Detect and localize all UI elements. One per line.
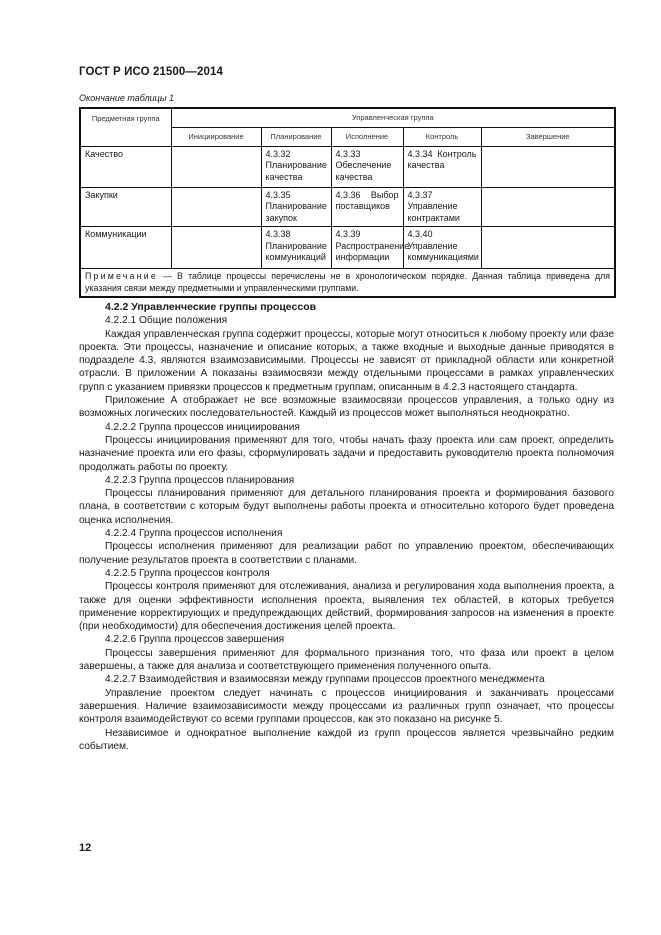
subsection-heading: 4.2.2.6 Группа процессов завершения (105, 634, 285, 646)
subsection-heading: 4.2.2.1 Общие положения (105, 315, 228, 327)
process-cell: 4.3.36 Выбор поставщиков (331, 187, 403, 227)
process-cell: 4.3.37 Управление контрактами (403, 187, 481, 227)
note-text: — В таблице процессы перечислены не в хронологическом порядке. Данная таблица приведена для указания связи между предметными и управленческими группами. (85, 271, 611, 293)
body-text (79, 301, 614, 753)
subject-group-header: Предметная группа (80, 108, 171, 146)
process-cell (171, 146, 261, 187)
process-cell: 4.3.39 Распространение информации (331, 227, 403, 269)
process-table (79, 107, 616, 298)
process-cell: 4.3.32 Планирование качества (261, 146, 331, 187)
subsection-heading: 4.2.2.3 Группа процессов планирования (105, 474, 295, 486)
paragraph: Управление проектом следует начинать с процессов инициирования и заканчивать процессами завершения. Наличие взаимозависимости между процессами из различных групп означает, что процессы контроля взаимодействуют со всеми группами процессов, как это показано на рисунке 5. (79, 687, 614, 726)
column-header: Инициирование (171, 128, 261, 147)
process-cell (481, 146, 615, 187)
subject-cell: Качество (80, 146, 171, 187)
process-cell: 4.3.33 Обеспечение качества (331, 146, 403, 187)
paragraph: Приложение А отображает не все возможные взаимосвязи процессов управления, а только одну из возможных логических последовательностей. Каждый из процессов может выполняться неоднократно. (79, 395, 614, 420)
note-label: Примечание (85, 271, 158, 281)
subject-cell: Коммуникации (80, 227, 171, 269)
table-row (80, 227, 615, 269)
subsection-heading: 4.2.2.4 Группа процессов исполнения (105, 528, 283, 540)
process-cell (171, 187, 261, 227)
subsection-heading: 4.2.2.2 Группа процессов инициирования (105, 421, 300, 433)
document-header-title: ГОСТ Р ИСО 21500—2014 (79, 66, 224, 78)
paragraph: Процессы завершения применяют для формального признания того, что фаза или проект в целом завершены, а также для анализа и соответствующего применения полученного опыта. (79, 647, 614, 673)
column-header: Завершение (481, 128, 615, 147)
table-caption: Окончание таблицы 1 (79, 93, 174, 103)
paragraph: Каждая управленческая группа содержит процессы, которые могут относиться к любому проекту или фазе проекта. Эти процессы, назначение и описание которых, а также входные и выходные данные приводятся в подразделе 4.3, являются взаимозависимыми. Процессы не зависят от прикладной области или конкретной отрасли. В приложении А показаны взаимосвязи между отдельными процессами в рамках управленческих групп с указанием привязки процессов к предметным группам, описанным в 4.2.3 настоящего стандарта. (79, 328, 614, 393)
management-group-header: Управленческая группа (171, 108, 615, 128)
subject-cell: Закупки (80, 187, 171, 227)
process-cell (481, 187, 615, 227)
column-header: Исполнение (331, 128, 403, 147)
subsection-heading: 4.2.2.5 Группа процессов контроля (105, 567, 270, 579)
column-header: Планирование (261, 128, 331, 147)
page-number: 12 (79, 842, 92, 854)
paragraph: Процессы исполнения применяют для реализации работ по управлению проектом, обеспечивающих получение результатов проекта в соответствии с планами. (79, 541, 614, 566)
process-cell: 4.3.40 Управление коммуникациями (403, 227, 481, 269)
subsection-heading: 4.2.2.7 Взаимодействия и взаимосвязи между группами процессов проектного менеджмента (105, 674, 545, 686)
table-header-row (80, 108, 615, 128)
table-note-row (80, 269, 615, 298)
table-row (80, 146, 615, 187)
table-row (80, 187, 615, 227)
paragraph: Процессы инициирования применяют для того, чтобы начать фазу проекта или сам проект, определить назначение проекта или его фазы, сформулировать задачи и предоставить руководителю проекта полномочия продолжать работы по проекту. (79, 434, 614, 473)
table-note (80, 269, 615, 298)
process-cell (481, 227, 615, 269)
process-cell: 4.3.38 Планирование коммуникаций (261, 227, 331, 269)
section-heading: 4.2.2 Управленческие группы процессов (105, 301, 317, 313)
process-cell: 4.3.35 Планирование закупок (261, 187, 331, 227)
column-header: Контроль (403, 128, 481, 147)
process-cell: 4.3.34 Контроль качества (403, 146, 481, 187)
paragraph: Процессы контроля применяют для отслеживания, анализа и регулирования хода выполнения проекта, а также для оценки эффективности исполнения проекта, выявления тех областей, в которых требуется применение корректирующих и предупреждающих действий, формирования запросов на изменения в проекте (при необходимости) для обеспечения достижения целей проекта. (79, 581, 614, 633)
paragraph: Процессы планирования применяют для детального планирования проекта и формирования базового плана, в соответствии с которым будут выполнены работы проекта и относительно которого будет проведена оценка исполнения. (79, 488, 614, 526)
process-cell (171, 227, 261, 269)
paragraph: Независимое и однократное выполнение каждой из групп процессов является чрезвычайно редким событием. (79, 727, 614, 752)
